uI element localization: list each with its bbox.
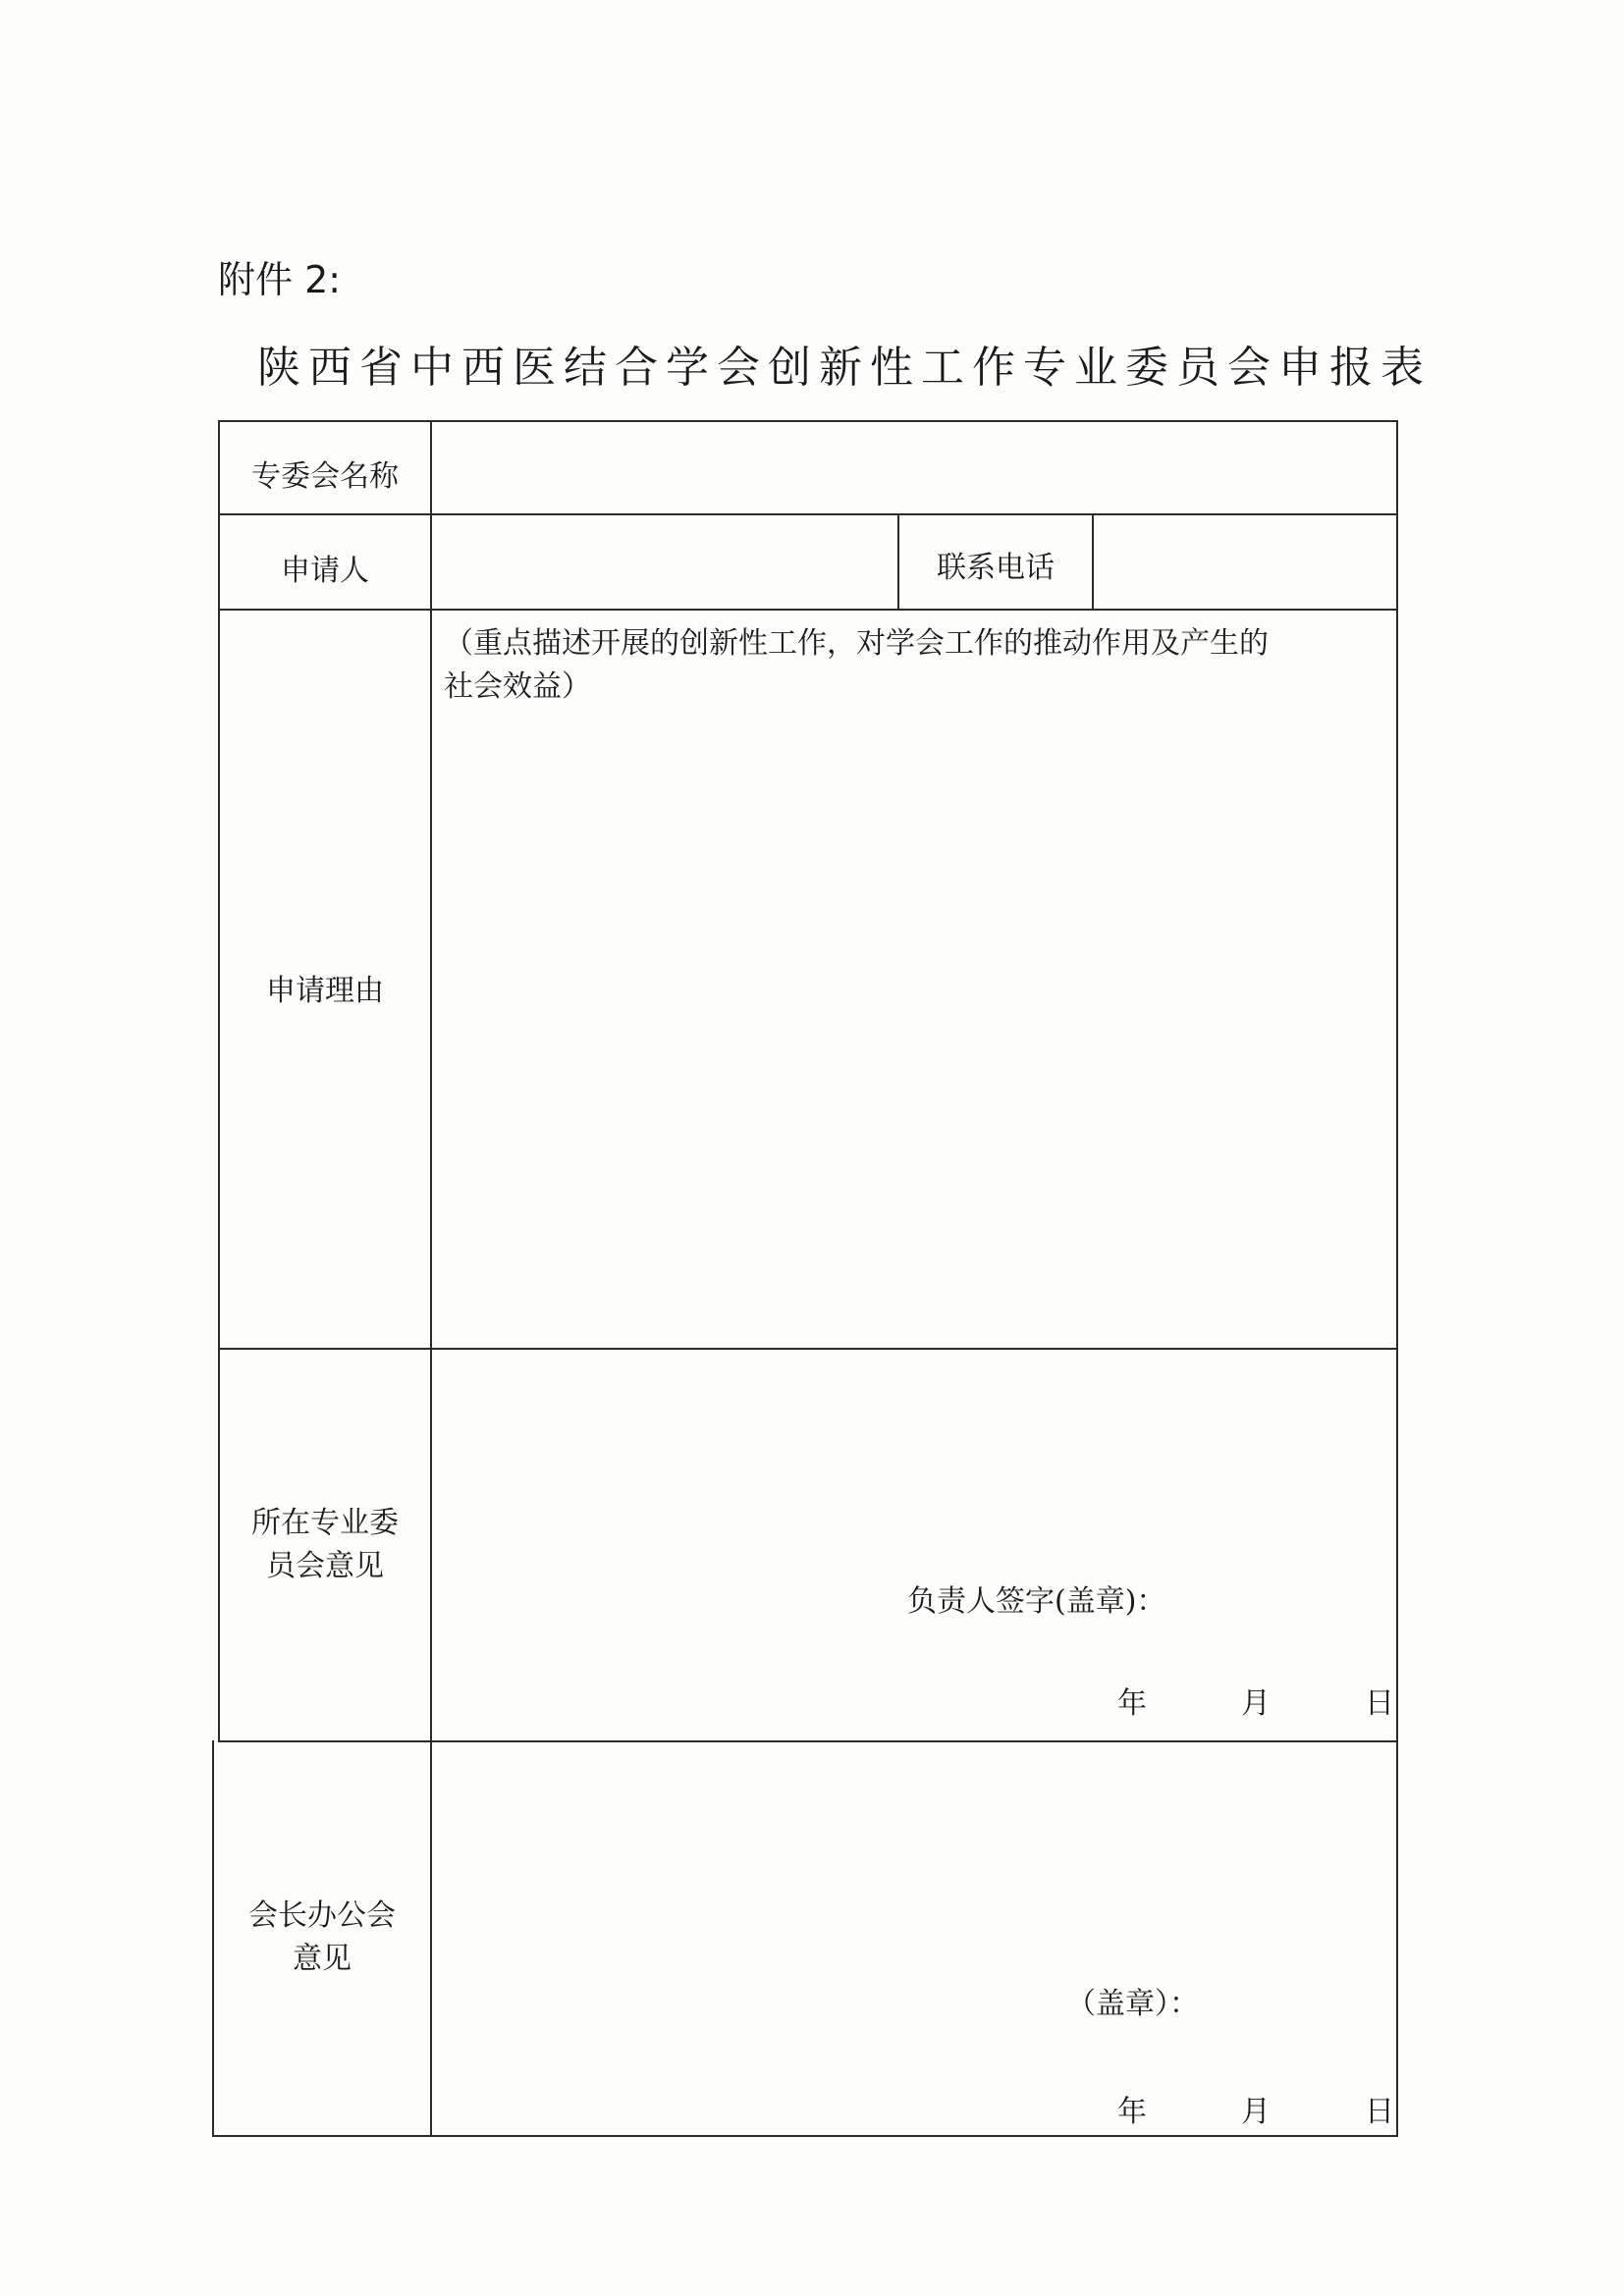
table-phone-divider-right: [1092, 513, 1094, 609]
committee-date-month: 月: [1241, 1686, 1271, 1721]
president-date-day: 日: [1365, 2095, 1394, 2129]
committee-name-field[interactable]: [434, 424, 1394, 511]
reason-hint: （重点描述开展的创新性工作，对学会工作的推动作用及产生的 社会效益）: [444, 626, 1269, 704]
table-row-divider: [218, 1348, 1398, 1350]
applicant-field[interactable]: [434, 517, 895, 607]
reason-field[interactable]: [434, 707, 1394, 1345]
president-opinion-field[interactable]: [434, 1744, 1394, 1960]
committee-date-year: 年: [1117, 1686, 1147, 1721]
phone-field[interactable]: [1096, 517, 1394, 607]
table-row-divider: [218, 513, 1398, 515]
applicant-label: 申请人: [281, 554, 369, 588]
committee-name-label: 专委会名称: [251, 459, 399, 494]
president-date-year: 年: [1117, 2095, 1147, 2129]
form-title: 陕西省中西医结合学会创新性工作专业委员会申报表: [257, 343, 1432, 393]
committee-opinion-label: 所在专业委 员会意见: [251, 1506, 399, 1583]
attachment-label: 附件 2:: [218, 258, 342, 301]
table-border-top: [218, 420, 1398, 422]
reason-label: 申请理由: [266, 974, 384, 1008]
table-border-bottom: [212, 2135, 1398, 2137]
table-row-divider: [218, 1740, 1398, 1742]
committee-opinion-field[interactable]: [434, 1352, 1394, 1548]
president-seal-label: （盖章）：: [1066, 1987, 1199, 2021]
table-label-column-divider: [430, 420, 432, 2135]
table-row-divider: [218, 609, 1398, 611]
committee-sign-label: 负责人签字(盖章)：: [907, 1584, 1166, 1619]
phone-label: 联系电话: [937, 551, 1055, 585]
president-opinion-label: 会长办公会 意见: [248, 1898, 396, 1976]
table-border-right: [1396, 420, 1398, 2137]
president-date-month: 月: [1241, 2095, 1271, 2129]
committee-date-day: 日: [1365, 1686, 1394, 1721]
